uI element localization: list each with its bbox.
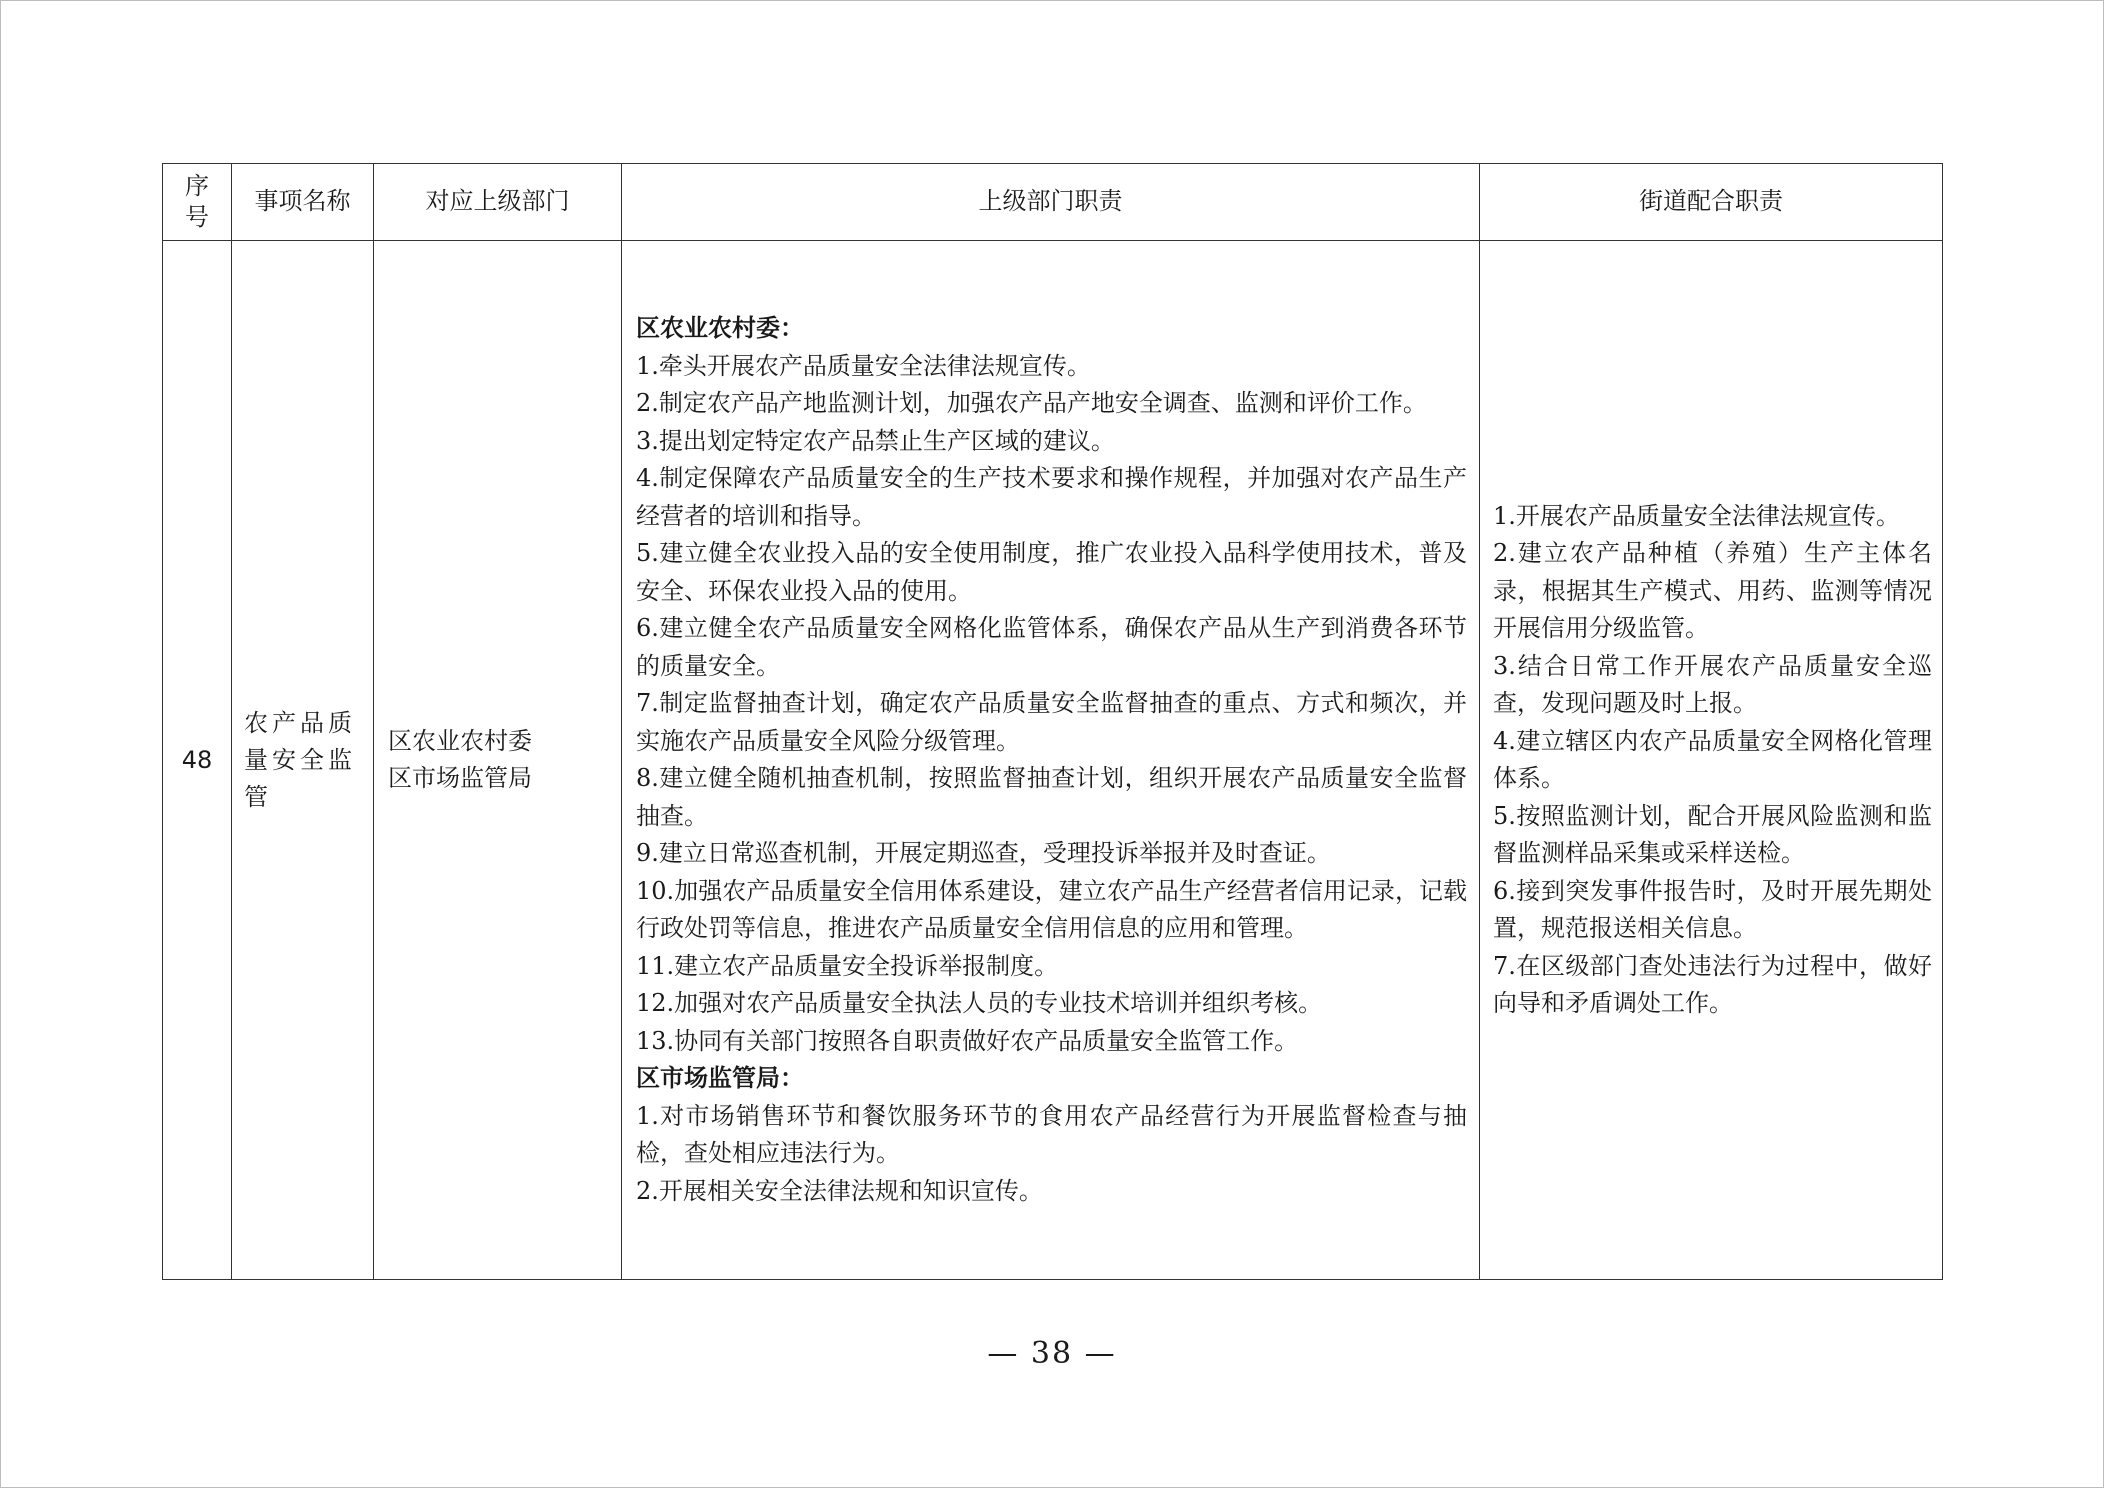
- street-duty-item: 5.按照监测计划，配合开展风险监测和监督监测样品采集或采样送检。: [1493, 801, 1932, 867]
- cell-street-duty: [1480, 241, 1943, 1280]
- org-heading: 区农业农村委：: [636, 314, 804, 342]
- table-header-row: [163, 164, 1943, 241]
- duty-item: 1.对市场销售环节和餐饮服务环节的食用农产品经营行为开展监督检查与抽检，查处相应违法行为。: [636, 1101, 1467, 1167]
- duty-item: 10.加强农产品质量安全信用体系建设，建立农产品生产经营者信用记录，记载行政处罚等信息，推进农产品质量安全信用信息的应用和管理。: [636, 876, 1467, 942]
- duty-item: 2.开展相关安全法律法规和知识宣传。: [636, 1176, 1043, 1205]
- duty-table: [162, 163, 1943, 1280]
- header-seq-line2: 号: [185, 203, 209, 231]
- header-superior-dept: 对应上级部门: [374, 164, 622, 241]
- dept-line: 区市场监管局: [388, 764, 532, 792]
- duty-item: 5.建立健全农业投入品的安全使用制度，推广农业投入品科学使用技术，普及安全、环保农业投入品的使用。: [636, 539, 1467, 605]
- duty-item: 12.加强对农产品质量安全执法人员的专业技术培训并组织考核。: [636, 989, 1323, 1017]
- duty-item: 2.制定农产品产地监测计划，加强农产品产地安全调查、监测和评价工作。: [636, 389, 1427, 417]
- cell-superior-duty: [622, 241, 1480, 1280]
- duty-item: 13.协同有关部门按照各自职责做好农产品质量安全监管工作。: [636, 1026, 1299, 1055]
- header-street-duty: 街道配合职责: [1480, 164, 1943, 241]
- street-duty-item: 7.在区级部门查处违法行为过程中，做好向导和矛盾调处工作。: [1493, 951, 1932, 1017]
- duty-item: 4.制定保障农产品质量安全的生产技术要求和操作规程，并加强对农产品生产经营者的培训和指导。: [636, 464, 1467, 530]
- header-item-name: 事项名称: [232, 164, 374, 241]
- street-duty-list: [1493, 498, 1932, 1023]
- duty-item: 9.建立日常巡查机制，开展定期巡查，受理投诉举报并及时查证。: [636, 839, 1331, 867]
- header-seq-line1: 序: [185, 171, 209, 200]
- org-heading: 区市场监管局：: [636, 1064, 804, 1092]
- street-duty-item: 3.结合日常工作开展农产品质量安全巡查，发现问题及时上报。: [1493, 651, 1932, 717]
- street-duty-item: 4.建立辖区内农产品质量安全网格化管理体系。: [1493, 726, 1932, 792]
- duty-item: 11.建立农产品质量安全投诉举报制度。: [636, 951, 1059, 980]
- duty-item: 3.提出划定特定农产品禁止生产区域的建议。: [636, 426, 1115, 455]
- dept-line: 区农业农村委: [388, 727, 532, 755]
- duty-item: 7.制定监督抽查计划，确定农产品质量安全监督抽查的重点、方式和频次，并实施农产品质量安全风险分级管理。: [636, 689, 1467, 755]
- duty-item: 6.建立健全农产品质量安全网格化监管体系，确保农产品从生产到消费各环节的质量安全。: [636, 614, 1467, 680]
- street-duty-item: 6.接到突发事件报告时，及时开展先期处置，规范报送相关信息。: [1493, 876, 1932, 942]
- superior-duty-list: [636, 310, 1467, 1210]
- duty-item: 1.牵头开展农产品质量安全法律法规宣传。: [636, 351, 1091, 380]
- header-seq: [163, 164, 232, 241]
- street-duty-item: 1.开展农产品质量安全法律法规宣传。: [1493, 501, 1900, 530]
- page-number: — 38 —: [987, 1336, 1117, 1371]
- table-row: [163, 241, 1943, 1280]
- cell-superior-dept: [374, 241, 622, 1280]
- duty-item: 8.建立健全随机抽查机制，按照监督抽查计划，组织开展农产品质量安全监督抽查。: [636, 764, 1467, 830]
- cell-seq: 48: [163, 241, 232, 1280]
- street-duty-item: 2.建立农产品种植（养殖）生产主体名录，根据其生产模式、用药、监测等情况开展信用分级监管。: [1493, 539, 1932, 642]
- header-superior-duty: 上级部门职责: [622, 164, 1480, 241]
- cell-item-name: 农产品质量安全监管: [232, 241, 374, 1280]
